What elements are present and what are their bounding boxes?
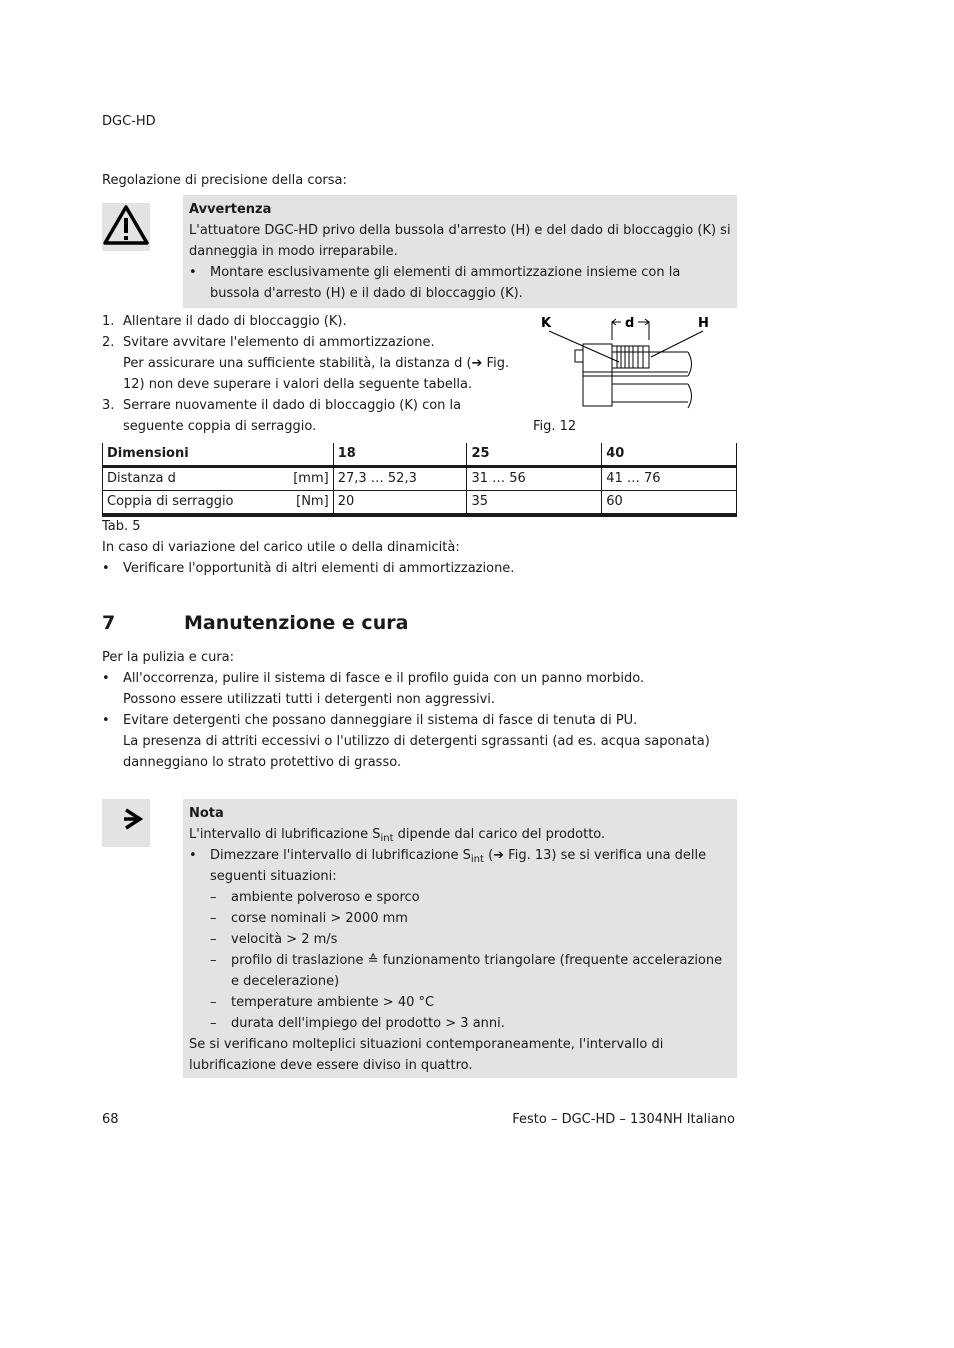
figure-caption: Fig. 12 (533, 419, 577, 434)
document-footer: Festo – DGC-HD – 1304NH Italiano (512, 1112, 735, 1127)
after-table-block (102, 516, 742, 579)
row-unit: [mm] (293, 471, 329, 486)
arrow-right-icon (102, 799, 150, 847)
table-cell (103, 491, 334, 516)
warning-box (183, 195, 737, 308)
figure-12 (533, 312, 733, 412)
step-number: 2. (102, 335, 115, 350)
intro-text: Regolazione di precisione della corsa: (102, 173, 347, 188)
note-icon-box (102, 799, 150, 847)
table-header: 40 (602, 443, 737, 467)
step-text: Allentare il dado di bloccaggio (K). (123, 314, 347, 329)
note-closing: Se si verificano molteplici situazioni contemporaneamente, l'intervallo di lubrificazione deve essere diviso in quattro. (189, 1037, 664, 1073)
step-text: Svitare avvitare l'elemento di ammortizzazione. (123, 335, 435, 350)
table-header: 25 (467, 443, 602, 467)
row-label: Distanza d (107, 471, 176, 486)
warning-title: Avvertenza (189, 202, 272, 217)
table-header-row (103, 443, 737, 467)
note-situation-list (189, 887, 731, 1034)
row-unit: [Nm] (296, 494, 329, 509)
dimensions-table (102, 443, 737, 517)
table-cell: 41 … 76 (602, 467, 737, 491)
table-cell (103, 467, 334, 491)
bullet-text: • All'occorrenza, pulire il sistema di fasce e il profilo guida con un panno morbido. (123, 671, 645, 686)
list-item: – velocità > 2 m/s (210, 929, 731, 950)
maintenance-bullet (102, 668, 742, 710)
damping-element-drawing (533, 312, 733, 412)
section-number: 7 (102, 612, 116, 634)
section-heading (102, 609, 408, 637)
table-cell: 27,3 … 52,3 (333, 467, 467, 491)
table-cell: 35 (467, 491, 602, 516)
row-label: Coppia di serraggio (107, 494, 234, 509)
page-number: 68 (102, 1112, 119, 1127)
maintenance-block (102, 647, 742, 773)
table-cell: 60 (602, 491, 737, 516)
label-d: d (625, 316, 635, 331)
note-box (183, 799, 737, 1078)
warning-text: L'attuatore DGC-HD privo della bussola d'arresto (H) e del dado di bloccaggio (K) si danneggia in modo irreparabile. (189, 223, 731, 259)
step-number: 1. (102, 314, 115, 329)
step-item (102, 311, 522, 332)
step-extra-text: Per assicurare una sufficiente stabilità, la distanza d (➔ Fig. 12) non deve superare i valori della seguente tabella. (123, 356, 510, 392)
bullet-text: • Evitare detergenti che possano danneggiare il sistema di fasce di tenuta di PU. (123, 713, 638, 728)
table-row (103, 467, 737, 491)
document-header: DGC-HD (102, 114, 156, 129)
table-row (103, 491, 737, 516)
list-item: – profilo di traslazione ≙ funzionamento triangolare (frequente accelerazione e decelerazione) (210, 950, 731, 992)
label-k: K (541, 316, 552, 331)
warning-bullet: • Montare esclusivamente gli elementi di ammortizzazione insieme con la bussola d'arresto (H) e il dado di bloccaggio (K). (189, 262, 731, 304)
table-header: Dimensioni (103, 443, 334, 467)
warning-triangle-icon (102, 203, 150, 251)
table-cell: 20 (333, 491, 467, 516)
maintenance-intro: Per la pulizia e cura: (102, 650, 235, 665)
step-number: 3. (102, 398, 115, 413)
step-item (102, 395, 522, 437)
step-item (102, 332, 522, 395)
step-text: Serrare nuovamente il dado di bloccaggio (K) con la seguente coppia di serraggio. (123, 398, 462, 434)
load-change-text: In caso di variazione del carico utile o della dinamicità: (102, 540, 460, 555)
warning-icon-box (102, 203, 150, 251)
table-header: 18 (333, 443, 467, 467)
maintenance-bullet (102, 710, 742, 773)
bullet-extra-text: La presenza di attriti eccessivi o l'utilizzo di detergenti sgrassanti (ad es. acqua saponata) danneggiano lo strato protettivo di grasso. (123, 734, 710, 770)
note-text: L'intervallo di lubrificazione $S_{int}$ dipende dal carico del prodotto. (189, 827, 606, 844)
label-h: H (698, 316, 709, 331)
section-title: Manutenzione e cura (184, 612, 409, 634)
list-item: – corse nominali > 2000 mm (210, 908, 731, 929)
list-item: – durata dell'impiego del prodotto > 3 anni. (210, 1013, 731, 1034)
bullet-extra-text: Possono essere utilizzati tutti i detergenti non aggressivi. (123, 692, 496, 707)
list-item: – temperature ambiente > 40 °C (210, 992, 731, 1013)
table-caption: Tab. 5 (102, 519, 141, 534)
load-change-bullet: • Verificare l'opportunità di altri elementi di ammortizzazione. (102, 558, 742, 579)
table-cell: 31 … 56 (467, 467, 602, 491)
list-item: – ambiente polveroso e sporco (210, 887, 731, 908)
note-bullet: • Dimezzare l'intervallo di lubrificazione $S_{int}$ (➔ Fig. 13) se si verifica una delle seguenti situazioni: (189, 845, 731, 887)
steps-list (102, 311, 522, 437)
note-title: Nota (189, 806, 224, 821)
